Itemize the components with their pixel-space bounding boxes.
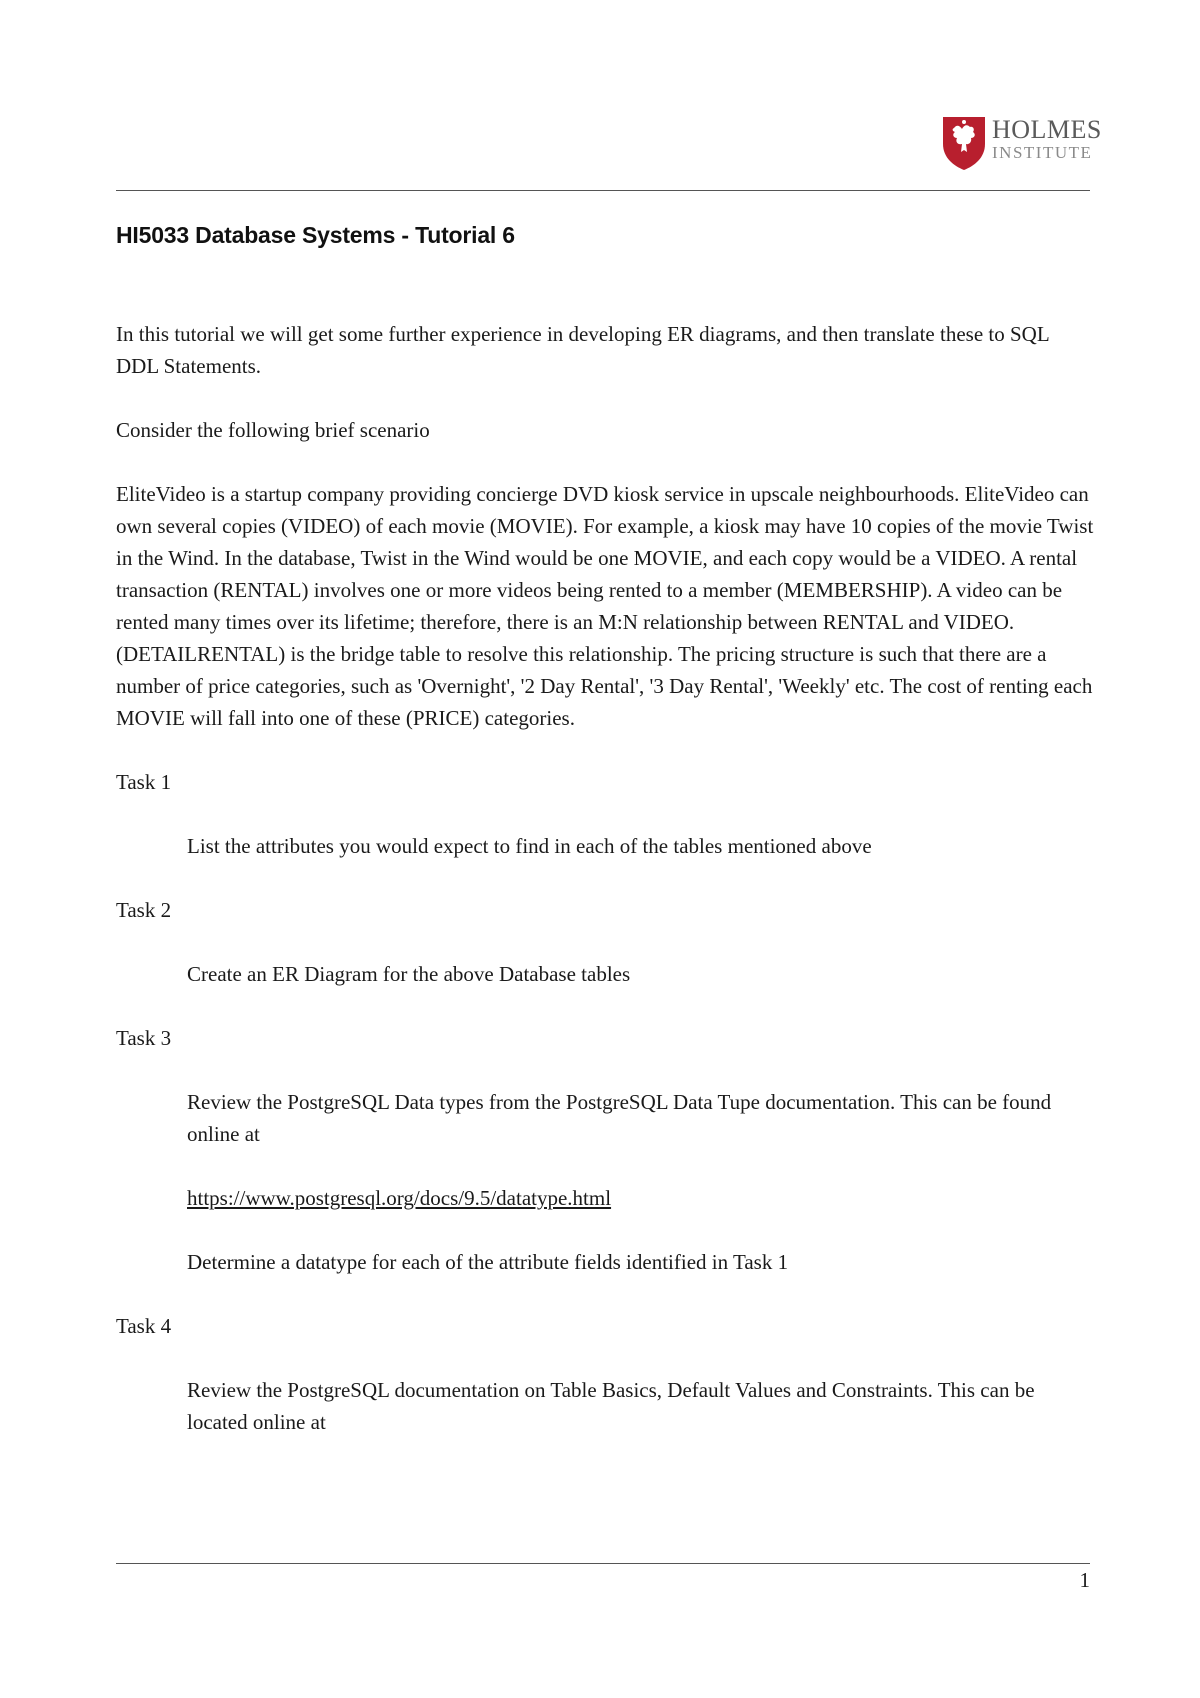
logo-wordmark	[992, 116, 1102, 162]
task1-text: List the attributes you would expect to find in each of the tables mentioned above	[187, 834, 872, 858]
task3-text: Review the PostgreSQL Data types from the PostgreSQL Data Tupe documentation. This can be found online at	[187, 1090, 1052, 1146]
document-body	[116, 318, 1096, 1470]
intro-paragraph: In this tutorial we will get some further experience in developing ER diagrams, and then translate these to SQL DDL Statements.	[116, 322, 1049, 378]
logo-sub-text: INSTITUTE	[992, 143, 1093, 162]
task1-heading: Task 1	[116, 770, 172, 794]
task3-heading: Task 3	[116, 1026, 172, 1050]
document-title: HI5033 Database Systems - Tutorial 6	[116, 222, 515, 248]
task3-link-paragraph	[187, 1182, 1096, 1214]
task2-heading: Task 2	[116, 898, 172, 922]
postgresql-datatype-link[interactable]: https://www.postgresql.org/docs/9.5/datatype.html	[187, 1186, 612, 1210]
logo-main-text: HOLMES	[992, 115, 1102, 144]
crest-icon	[940, 114, 988, 172]
footer-divider	[116, 1563, 1090, 1564]
task4-heading: Task 4	[116, 1314, 172, 1338]
page-number: 1	[1079, 1568, 1090, 1592]
task4-text: Review the PostgreSQL documentation on Table Basics, Default Values and Constraints. This can be located online at	[187, 1378, 1035, 1434]
holmes-institute-logo	[940, 114, 1102, 172]
task2-text: Create an ER Diagram for the above Database tables	[187, 962, 631, 986]
scenario-paragraph: EliteVideo is a startup company providing concierge DVD kiosk service in upscale neighbourhoods. EliteVideo can own several copies (VIDEO) of each movie (MOVIE). For example, a kiosk may have 10 copies of the movie Twist in the Wind. In the database, Twist in the Wind would be one MOVIE, and each copy would be a VIDEO. A rental transaction (RENTAL) involves one or more videos being rented to a member (MEMBERSHIP). A video can be rented many times over its lifetime; therefore, there is an M:N relationship between RENTAL and VIDEO. (DETAILRENTAL) is the bridge table to resolve this relationship. The pricing structure is such that there are a number of price categories, such as 'Overnight', '2 Day Rental', '3 Day Rental', 'Weekly' etc. The cost of renting each MOVIE will fall into one of these (PRICE) categories.	[116, 482, 1094, 730]
consider-paragraph: Consider the following brief scenario	[116, 418, 430, 442]
header-divider	[116, 190, 1090, 191]
task3-text2: Determine a datatype for each of the attribute fields identified in Task 1	[187, 1250, 789, 1274]
